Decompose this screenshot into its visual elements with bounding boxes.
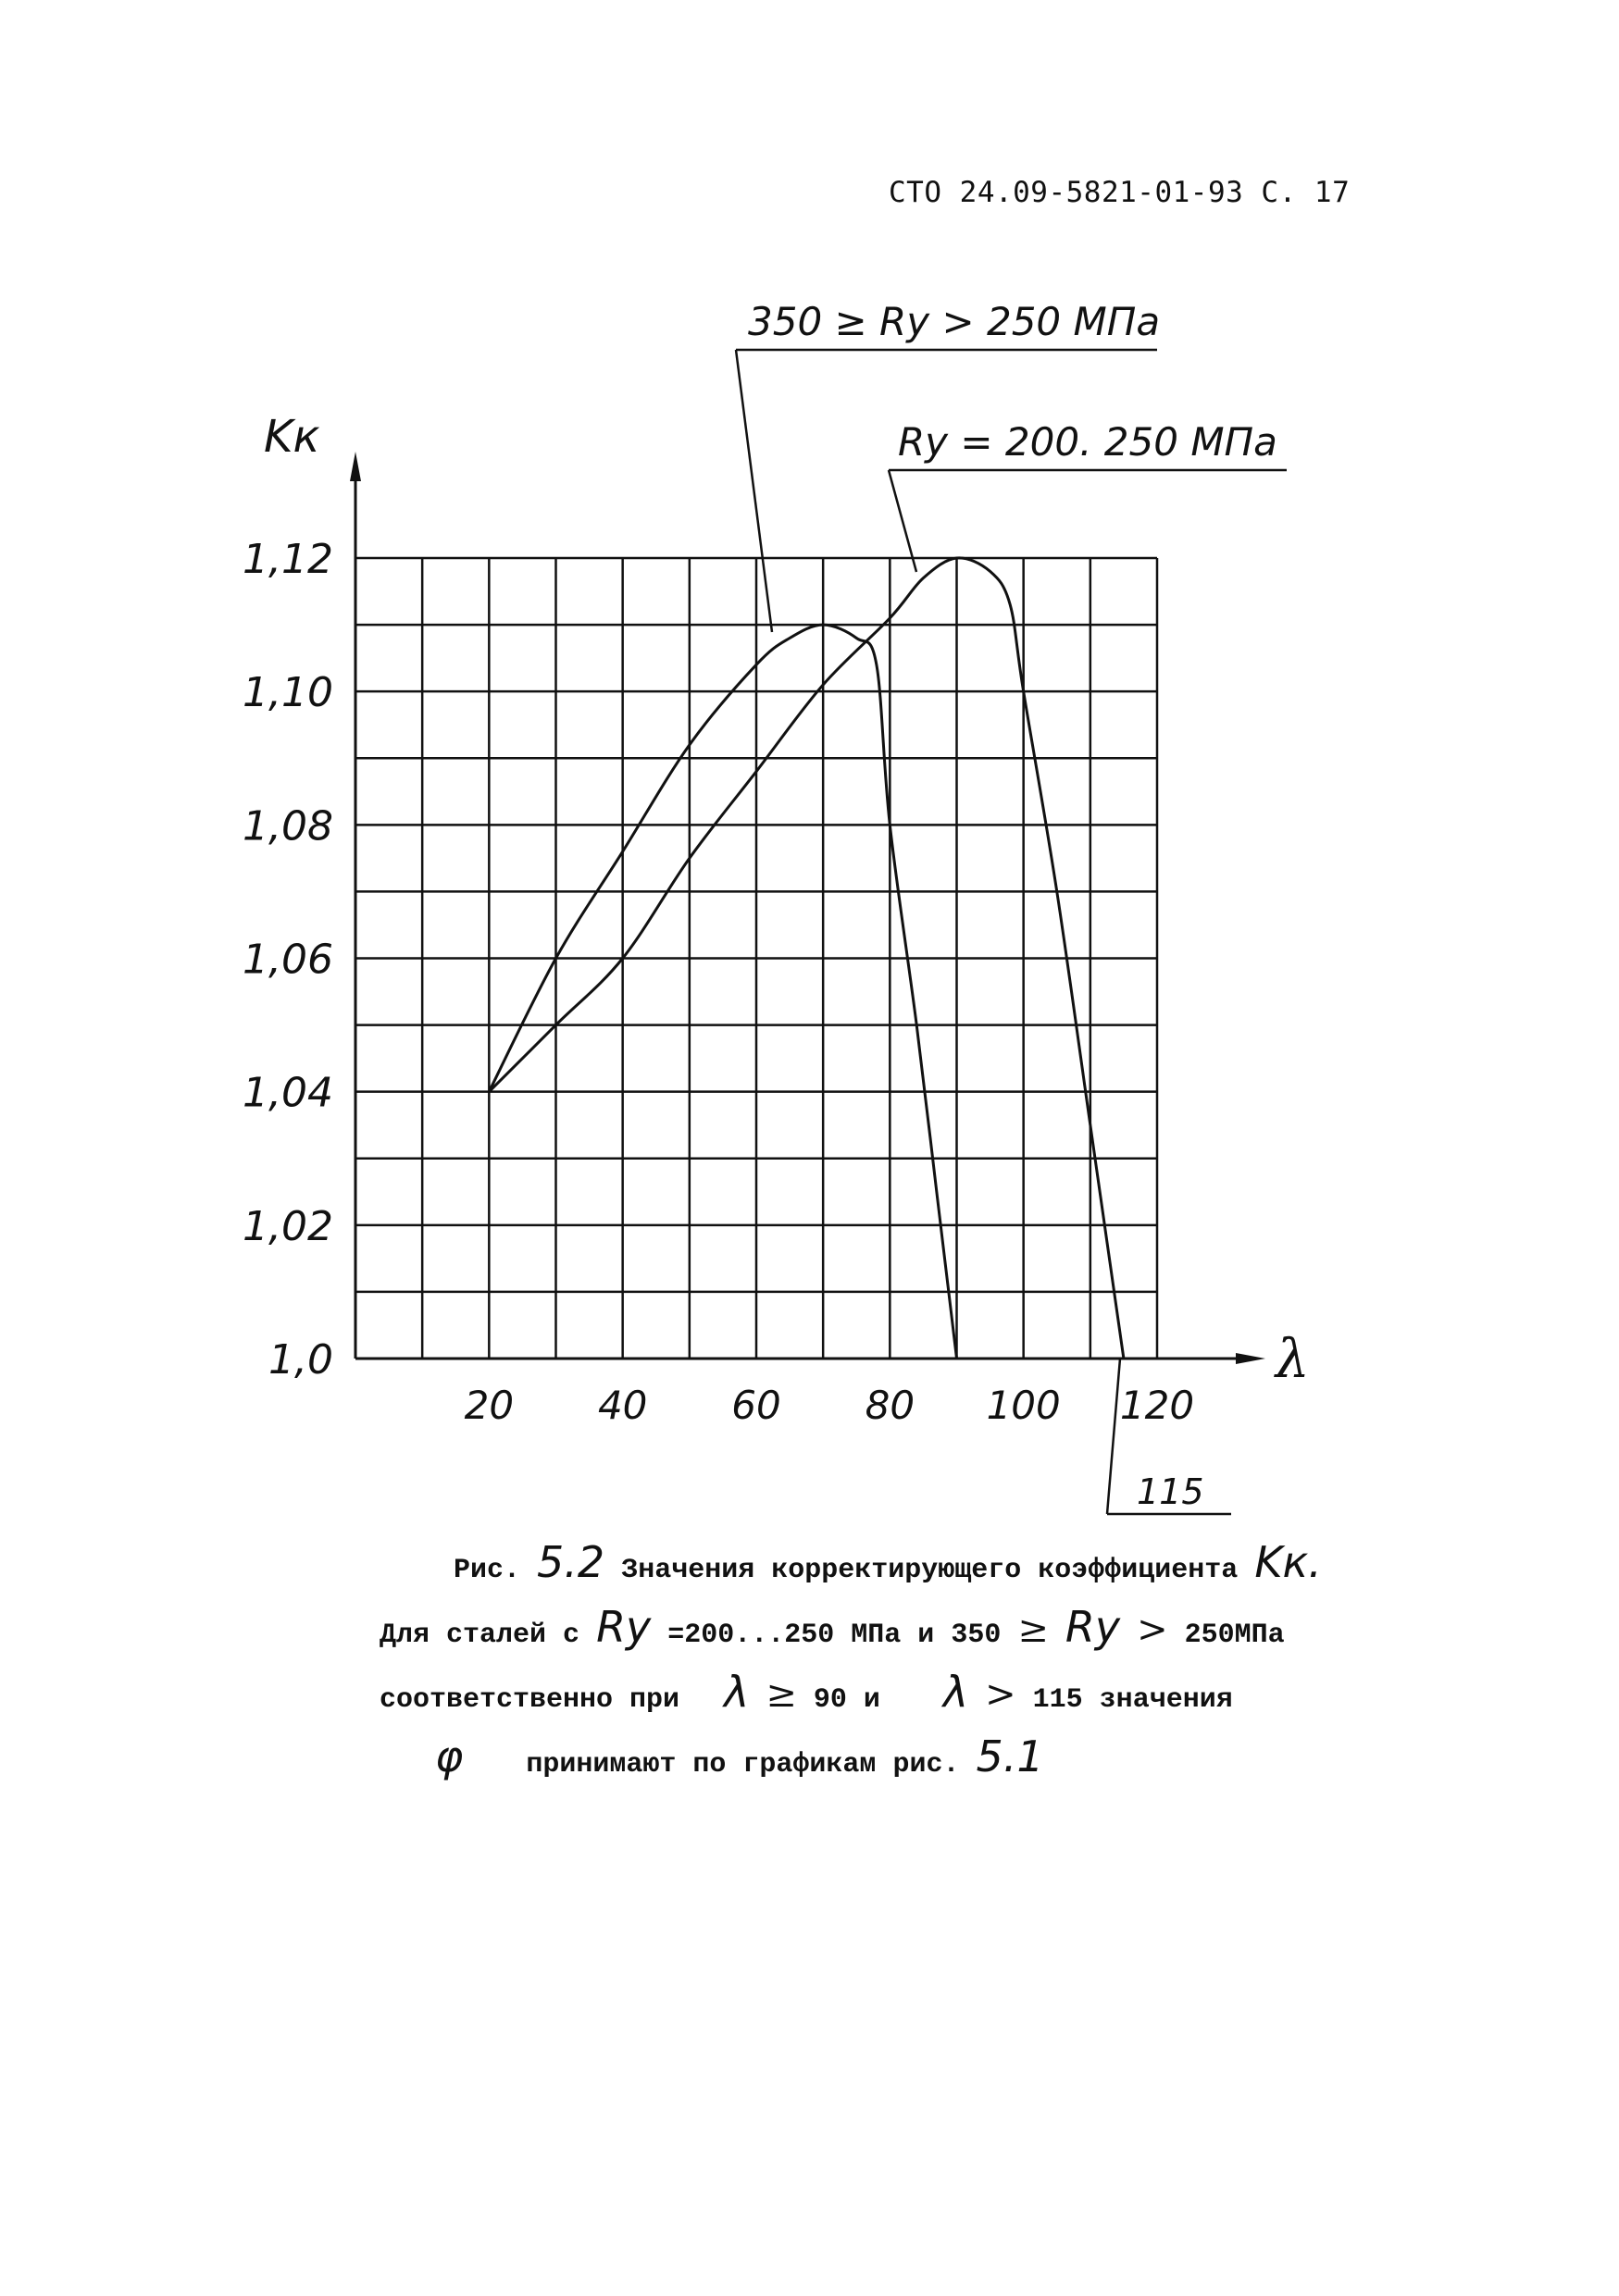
caption-line2-a: Для сталей с [380, 1620, 580, 1651]
y-tick-label: 1,10 [243, 669, 333, 717]
x-tick-label: 40 [597, 1383, 648, 1428]
leader-line-115 [1107, 1359, 1120, 1514]
y-axis-arrow [350, 452, 361, 481]
series-line-1 [489, 625, 956, 1359]
caption-symbol-ge2: ≥ [766, 1673, 797, 1716]
caption-line4-a: принимают по графикам рис. [526, 1749, 960, 1781]
caption-fig-number: 5.2 [537, 1537, 605, 1587]
caption-symbol-gt2: > [985, 1673, 1016, 1716]
caption-symbol-ge: ≥ [1017, 1608, 1049, 1651]
y-tick-label: 1,04 [243, 1069, 333, 1117]
y-axis-label: Kк [264, 411, 320, 463]
caption-ref-fig: 5.1 [976, 1731, 1044, 1781]
caption-line-1 [454, 1537, 1322, 1587]
series-leader-lines [736, 350, 1287, 1514]
y-tick-label: 1,12 [243, 536, 333, 583]
x-axis-label: λ [1276, 1327, 1310, 1390]
caption-fig-prefix: Рис. [454, 1555, 521, 1586]
caption-symbol-ry2: Ry [1065, 1602, 1121, 1652]
caption-line3-b: 90 и [813, 1684, 880, 1716]
x-tick-label: 80 [865, 1383, 915, 1428]
caption-symbol-k: Kк. [1254, 1537, 1322, 1587]
caption-line2-b: =200...250 МПа и 350 [667, 1620, 1002, 1651]
y-tick-label: 1,0 [268, 1336, 333, 1384]
legend-label-series-1: 350 ≥ Ry > 250 МПа [748, 299, 1161, 344]
document-reference: СТО 24.09-5821-01-93 С. 17 [889, 176, 1351, 209]
x-tick-label: 60 [731, 1383, 781, 1428]
caption-symbol-ry1: Ry [596, 1602, 652, 1652]
caption-line-3 [380, 1667, 1233, 1717]
chart-axes [350, 452, 1265, 1364]
caption-line3-a: соответственно при [380, 1684, 680, 1716]
legend-label-series-2: Ry = 200. 250 МПа [898, 419, 1277, 465]
caption-line3-c: 115 значения [1032, 1684, 1233, 1716]
leader-line-series-2 [889, 470, 916, 572]
x-axis-arrow [1236, 1353, 1265, 1364]
chart-grid [355, 558, 1157, 1359]
leader-line-series-1 [736, 350, 772, 632]
caption-title: Значения корректирующего коэффициента [621, 1555, 1239, 1586]
x-tick-label: 120 [1119, 1383, 1195, 1428]
y-tick-label: 1,08 [243, 802, 333, 850]
caption-symbol-lambda2: λ [942, 1667, 969, 1717]
y-tick-label: 1,02 [243, 1202, 333, 1250]
caption-symbol-lambda1: λ [724, 1667, 750, 1717]
caption-symbol-gt: > [1137, 1608, 1168, 1651]
x-tick-label: 20 [464, 1383, 515, 1428]
caption-line-4 [435, 1731, 1044, 1781]
caption-line-2 [380, 1602, 1285, 1652]
caption-symbol-phi: φ [435, 1731, 464, 1781]
x-tick-label: 100 [986, 1383, 1061, 1428]
y-tick-label: 1,06 [243, 936, 333, 984]
tick-label-115: 115 [1137, 1471, 1204, 1512]
caption-line2-c: 250МПа [1184, 1620, 1285, 1651]
